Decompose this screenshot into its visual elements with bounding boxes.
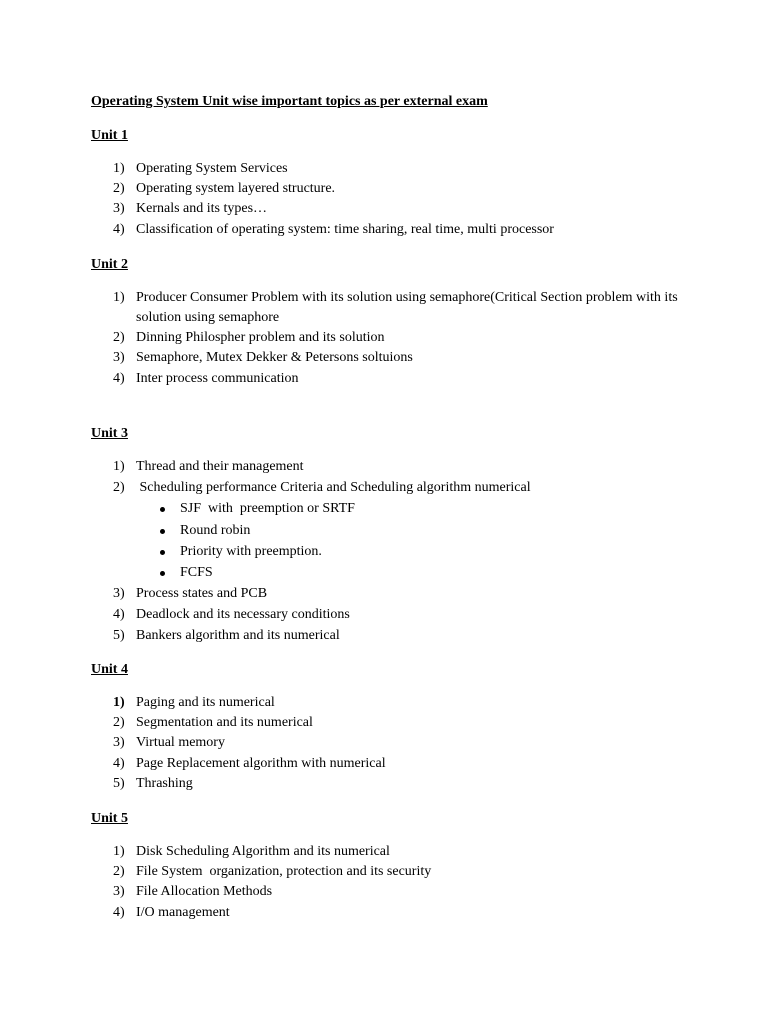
item-text: File System organization, protection and its security bbox=[136, 864, 432, 879]
list-item bbox=[113, 626, 713, 646]
list-item bbox=[113, 220, 713, 240]
bullet-text: Priority with preemption. bbox=[180, 544, 322, 559]
item-text: Disk Scheduling Algorithm and its numerical bbox=[136, 844, 390, 859]
list-item bbox=[113, 754, 713, 774]
item-number: 1) bbox=[113, 290, 125, 305]
item-number: 2) bbox=[113, 181, 125, 196]
list-item bbox=[113, 369, 713, 389]
item-text: Process states and PCB bbox=[136, 586, 268, 601]
item-text: Bankers algorithm and its numerical bbox=[136, 628, 340, 643]
item-text: Deadlock and its necessary conditions bbox=[136, 607, 350, 622]
list-item bbox=[113, 457, 713, 477]
item-text: Classification of operating system: time sharing, real time, multi processor bbox=[136, 222, 554, 237]
item-number: 4) bbox=[113, 905, 125, 920]
item-number: 5) bbox=[113, 628, 125, 643]
unit-5-heading: Unit 5 bbox=[91, 811, 128, 826]
item-number: 1) bbox=[113, 844, 125, 859]
item-text: Kernals and its types… bbox=[136, 201, 268, 216]
item-text: Semaphore, Mutex Dekker & Petersons soltuions bbox=[136, 350, 413, 365]
item-text: Paging and its numerical bbox=[136, 695, 275, 710]
item-number: 5) bbox=[113, 776, 125, 791]
list-item bbox=[113, 179, 713, 199]
list-item bbox=[113, 199, 713, 219]
item-number: 1) bbox=[113, 161, 125, 176]
item-number: 4) bbox=[113, 371, 125, 386]
item-text: Producer Consumer Problem with its solution using semaphore(Critical Section problem with its solution using semaphore bbox=[136, 290, 678, 325]
unit-3-heading: Unit 3 bbox=[91, 426, 128, 441]
item-number: 3) bbox=[113, 884, 125, 899]
item-text: Scheduling performance Criteria and Scheduling algorithm numerical bbox=[136, 480, 531, 495]
list-item bbox=[113, 159, 713, 179]
list-item bbox=[113, 842, 713, 862]
list-item bbox=[113, 882, 713, 902]
list-item bbox=[113, 584, 713, 604]
list-item bbox=[113, 733, 713, 753]
list-item bbox=[113, 693, 713, 713]
bullet-icon bbox=[160, 550, 165, 555]
list-item bbox=[113, 862, 713, 882]
item-text: Segmentation and its numerical bbox=[136, 715, 313, 730]
item-text: Thrashing bbox=[136, 776, 193, 791]
item-text: Dinning Philospher problem and its solution bbox=[136, 330, 385, 345]
item-text: File Allocation Methods bbox=[136, 884, 273, 899]
item-number: 1) bbox=[113, 459, 125, 474]
bullet-icon bbox=[160, 571, 165, 576]
list-item bbox=[113, 348, 713, 368]
item-number: 2) bbox=[113, 864, 125, 879]
item-number: 4) bbox=[113, 222, 125, 237]
list-item bbox=[113, 328, 713, 348]
unit-2-heading: Unit 2 bbox=[91, 257, 128, 272]
list-item bbox=[113, 903, 713, 923]
unit-4-heading: Unit 4 bbox=[91, 662, 128, 677]
item-number: 3) bbox=[113, 735, 125, 750]
list-item bbox=[113, 713, 713, 733]
item-text: Inter process communication bbox=[136, 371, 299, 386]
item-number: 2) bbox=[113, 330, 125, 345]
item-text: Thread and their management bbox=[136, 459, 304, 474]
item-number: 1) bbox=[113, 695, 125, 710]
list-item bbox=[113, 478, 713, 498]
bullet-icon bbox=[160, 507, 165, 512]
item-text: Operating system layered structure. bbox=[136, 181, 336, 196]
item-number: 4) bbox=[113, 607, 125, 622]
item-number: 2) bbox=[113, 480, 125, 495]
list-item bbox=[113, 774, 713, 794]
unit-1-heading: Unit 1 bbox=[91, 128, 128, 143]
item-number: 3) bbox=[113, 586, 125, 601]
item-text: I/O management bbox=[136, 905, 230, 920]
list-item bbox=[113, 288, 713, 328]
item-number: 3) bbox=[113, 201, 125, 216]
bullet-text: SJF with preemption or SRTF bbox=[180, 501, 355, 516]
list-item bbox=[113, 605, 713, 625]
bullet-text: Round robin bbox=[180, 523, 251, 538]
item-number: 3) bbox=[113, 350, 125, 365]
item-number: 4) bbox=[113, 756, 125, 771]
document-title: Operating System Unit wise important topics as per external exam bbox=[91, 94, 488, 109]
item-number: 2) bbox=[113, 715, 125, 730]
item-text: Page Replacement algorithm with numerical bbox=[136, 756, 386, 771]
bullet-text: FCFS bbox=[180, 565, 213, 580]
bullet-icon bbox=[160, 529, 165, 534]
item-text: Operating System Services bbox=[136, 161, 288, 176]
item-text: Virtual memory bbox=[136, 735, 225, 750]
